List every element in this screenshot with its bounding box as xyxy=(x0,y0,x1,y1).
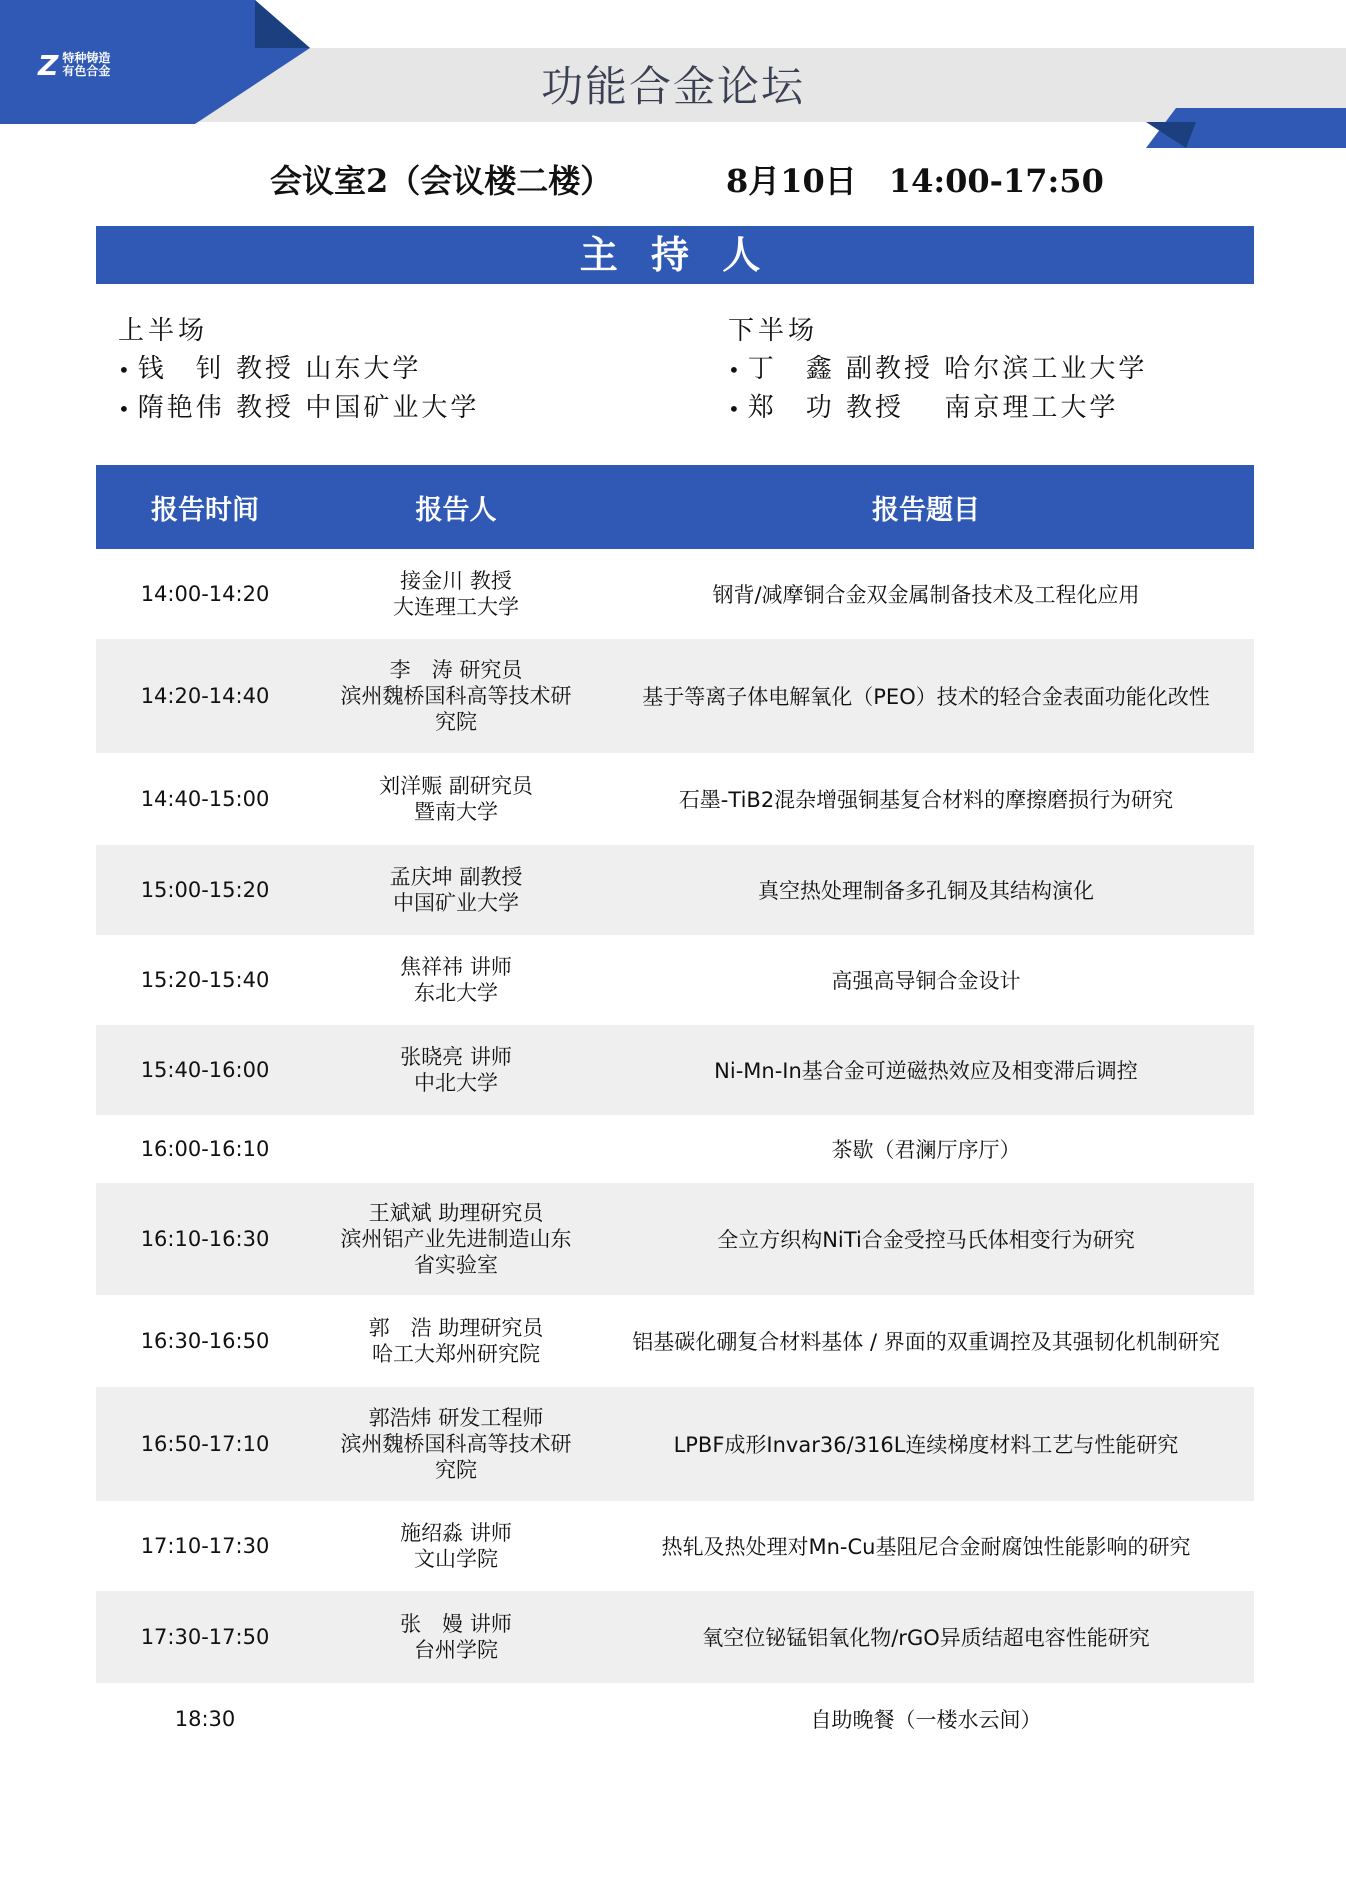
row-time: 16:00-16:10 xyxy=(140,1137,270,1161)
host-item: • 隋艳伟 教授 中国矿业大学 xyxy=(118,389,638,428)
break-row xyxy=(96,1115,1254,1183)
speaker-line: 滨州铝产业先进制造山东 xyxy=(340,1227,572,1251)
second-half-title: 下半场 xyxy=(728,316,819,346)
row-topic: 氧空位铋锰铝氧化物/rGO异质结超电容性能研究 xyxy=(702,1626,1150,1650)
first-half-title: 上半场 xyxy=(118,316,209,346)
speaker-line: 刘洋赈 副研究员 xyxy=(379,774,533,798)
row-speaker xyxy=(314,1520,598,1572)
speaker-line: 王斌斌 助理研究员 xyxy=(368,1201,544,1225)
host-bar: 主 持 人 xyxy=(96,226,1254,284)
header-topic: 报告题目 xyxy=(872,494,980,526)
speaker-line: 郭浩炜 研发工程师 xyxy=(368,1406,544,1430)
table-row xyxy=(96,549,1254,639)
speaker-line: 中北大学 xyxy=(414,1071,498,1095)
speaker-line: 滨州魏桥国科高等技术研 xyxy=(340,684,572,708)
row-topic: 高强高导铜合金设计 xyxy=(831,969,1021,993)
break-label: 茶歇（君澜厅序厅） xyxy=(831,1138,1021,1162)
host-item: • 丁 鑫 副教授 哈尔滨工业大学 xyxy=(728,350,1248,389)
row-speaker xyxy=(314,773,598,825)
row-topic: 热轧及热处理对Mn-Cu基阻尼合金耐腐蚀性能影响的研究 xyxy=(661,1535,1191,1559)
row-speaker xyxy=(314,1405,598,1483)
row-speaker xyxy=(314,1200,598,1278)
table-row xyxy=(96,1025,1254,1115)
table-row xyxy=(96,845,1254,935)
speaker-line: 张 嫚 讲师 xyxy=(400,1612,512,1636)
table-row xyxy=(96,1591,1254,1683)
table-row xyxy=(96,1387,1254,1501)
row-time: 15:00-15:20 xyxy=(140,878,270,902)
table-row xyxy=(96,753,1254,845)
speaker-line: 究院 xyxy=(435,710,477,734)
header-time: 报告时间 xyxy=(151,494,259,526)
second-half-hosts xyxy=(728,312,1248,428)
row-topic: 全立方织构NiTi合金受控马氏体相变行为研究 xyxy=(717,1228,1135,1252)
row-topic: 真空热处理制备多孔铜及其结构演化 xyxy=(758,879,1094,903)
row-time: 16:10-16:30 xyxy=(140,1227,270,1251)
speaker-line: 哈工大郑州研究院 xyxy=(372,1342,540,1366)
session-info xyxy=(270,156,1170,202)
row-time: 16:30-16:50 xyxy=(140,1329,270,1353)
row-time: 18:30 xyxy=(174,1707,236,1731)
row-topic: 钢背/减摩铜合金双金属制备技术及工程化应用 xyxy=(712,583,1140,607)
row-speaker xyxy=(314,657,598,735)
host-item: • 郑 功 教授 南京理工大学 xyxy=(728,389,1248,428)
speaker-line: 究院 xyxy=(435,1458,477,1482)
row-topic: 石墨-TiB2混杂增强铜基复合材料的摩擦磨损行为研究 xyxy=(678,788,1174,812)
speaker-line: 暨南大学 xyxy=(414,800,498,824)
row-speaker xyxy=(314,864,598,916)
speaker-line: 张晓亮 讲师 xyxy=(400,1045,512,1069)
logo-text-line1: 特种铸造 xyxy=(62,51,111,65)
row-topic: LPBF成形Invar36/316L连续梯度材料工艺与性能研究 xyxy=(673,1433,1179,1457)
speaker-line: 文山学院 xyxy=(414,1547,498,1571)
speaker-line: 中国矿业大学 xyxy=(393,891,519,915)
logo-mark: Z xyxy=(38,48,57,82)
row-time: 15:20-15:40 xyxy=(140,968,270,992)
host-item: • 钱 钊 教授 山东大学 xyxy=(118,350,638,389)
row-topic: 铝基碳化硼复合材料基体 / 界面的双重调控及其强韧化机制研究 xyxy=(632,1330,1220,1354)
break-row xyxy=(96,1683,1254,1755)
speaker-line: 郭 浩 助理研究员 xyxy=(368,1316,544,1340)
break-label: 自助晚餐（一楼水云间） xyxy=(810,1708,1042,1732)
row-speaker xyxy=(314,1315,598,1367)
row-speaker xyxy=(314,1044,598,1096)
schedule-table xyxy=(96,465,1254,1755)
session-room: 会议室2（会议楼二楼） xyxy=(270,162,613,200)
schedule-header-row xyxy=(96,465,1254,549)
speaker-line: 滨州魏桥国科高等技术研 xyxy=(340,1432,572,1456)
speaker-line: 接金川 教授 xyxy=(400,569,512,593)
header-speaker: 报告人 xyxy=(415,494,497,526)
row-time: 15:40-16:00 xyxy=(140,1058,270,1082)
row-time: 17:10-17:30 xyxy=(140,1534,270,1558)
table-row xyxy=(96,639,1254,753)
table-row xyxy=(96,935,1254,1025)
speaker-line: 台州学院 xyxy=(414,1638,498,1662)
row-time: 16:50-17:10 xyxy=(140,1432,270,1456)
speaker-line: 东北大学 xyxy=(414,981,498,1005)
row-time: 14:40-15:00 xyxy=(140,787,270,811)
table-row xyxy=(96,1183,1254,1295)
row-time: 14:20-14:40 xyxy=(140,684,270,708)
speaker-line: 大连理工大学 xyxy=(393,595,519,619)
page-title: 功能合金论坛 xyxy=(540,62,805,111)
speaker-line: 焦祥祎 讲师 xyxy=(400,955,512,979)
row-speaker xyxy=(314,568,598,620)
table-row xyxy=(96,1295,1254,1387)
row-topic: 基于等离子体电解氧化（PEO）技术的轻合金表面功能化改性 xyxy=(642,685,1210,709)
row-time: 17:30-17:50 xyxy=(140,1625,270,1649)
session-date-time: 8月10日 14:00-17:50 xyxy=(726,162,1104,200)
first-half-hosts xyxy=(118,312,638,428)
row-speaker xyxy=(314,954,598,1006)
speaker-line: 省实验室 xyxy=(414,1253,498,1277)
table-row xyxy=(96,1501,1254,1591)
speaker-line: 孟庆坤 副教授 xyxy=(389,865,523,889)
logo-text-line2: 有色合金 xyxy=(62,64,111,78)
row-speaker xyxy=(314,1611,598,1663)
row-topic: Ni-Mn-In基合金可逆磁热效应及相变滞后调控 xyxy=(714,1059,1138,1083)
speaker-line: 李 涛 研究员 xyxy=(389,658,523,682)
speaker-line: 施绍淼 讲师 xyxy=(400,1521,512,1545)
row-time: 14:00-14:20 xyxy=(140,582,270,606)
